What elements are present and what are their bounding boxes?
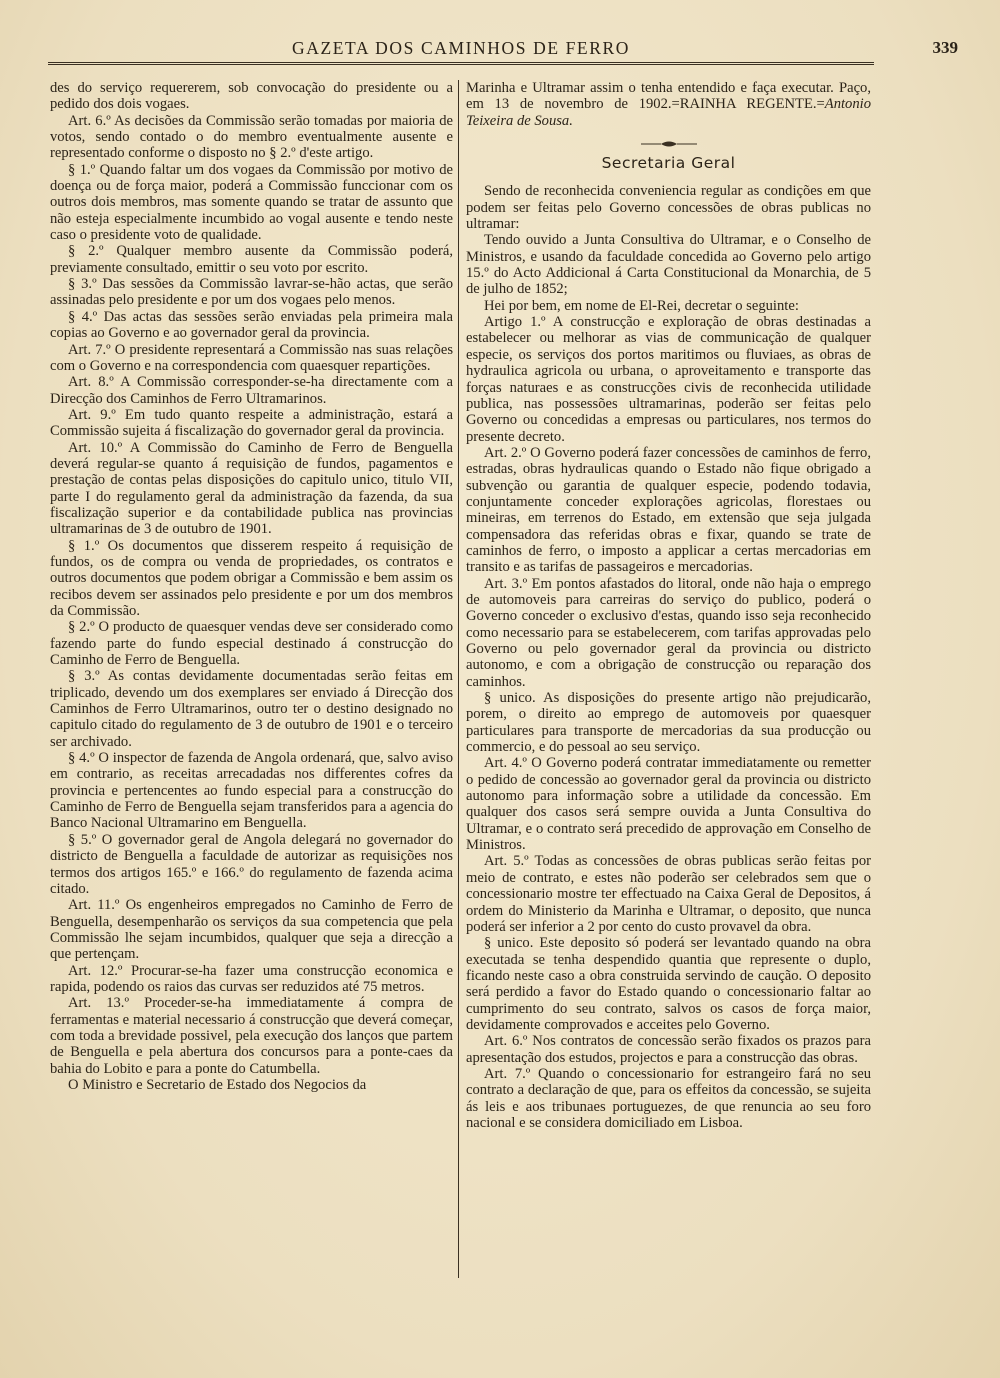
paragraph: Art. 2.º O Governo poderá fazer concessões de caminhos de ferro, estradas, obras hydraulicas quando o Estado não fique obrigado a subvenção ou garantia de qualquer especie, podendo todavia, conjuntamente conceder explorações agricolas, florestaes ou mineiras, em terrenos do Estado, em extensão que seja julgada compensadora das referidas obras e fixar, quando se trate de caminhos de ferro, o imposto a applicar a certas mercadorias em transito e as tarifas de passageiros e mercadorias. bbox=[466, 444, 871, 576]
decree-closing bbox=[466, 80, 871, 129]
paragraph: Art. 11.º Os engenheiros empregados no Caminho de Ferro de Benguella, desempenharão os serviços da sua competencia que pela Commissão lhe sejam incumbidos, qualquer que seja a direcção a que pertençam. bbox=[50, 897, 453, 963]
paragraph: Sendo de reconhecida conveniencia regular as condições em que podem ser feitas pelo Governo concessões de obras publicas no ultramar: bbox=[466, 183, 871, 233]
paragraph: Art. 4.º O Governo poderá contratar immediatamente ou remetter o pedido de concessão ao governador geral da provincia ou districto autonomo para informação sobre a utilidade da concessão. Em qualquer dos casos será sempre ouvida a Junta Consultiva do Ultramar, e o contrato será precedido de approvação em Conselho de Ministros. bbox=[466, 755, 871, 854]
paragraph: Art. 3.º Em pontos afastados do litoral, onde não haja o emprego de automoveis para carreiras do serviço do publico, poderá o Governo conceder o exclusivo d'estas, quando isso seja reconhecido como necessario para se estabelecerem, com tarifas approvadas pelo Governo ou pelo governador geral da provincia ou districto autonomo, e com a obrigação de construcção ou reparação dos caminhos. bbox=[466, 575, 871, 690]
paragraph: Art. 12.º Procurar-se-ha fazer uma construcção economica e rapida, podendo os raios das curvas ser reduzidos até 75 metros. bbox=[50, 962, 453, 995]
left-column bbox=[50, 80, 453, 1093]
paragraph: Art. 5.º Todas as concessões de obras publicas serão feitas por meio de contrato, e estes não poderão ser celebrados sem que o concessionario mostre ter effectuado na Caixa Geral de Depositos, á ordem do Ministerio da Marinha e Ultramar, o deposito, que nunca poderá ser inferior a 2 por cento do custo provavel da obra. bbox=[466, 853, 871, 935]
paragraph: § 1.º Quando faltar um dos vogaes da Commissão por motivo de doença ou de força maior, poderá a Commissão funccionar com os outros dois membros, mas somente quando se tratar de assunto que não esteja especialmente incumbido ao vogal ausente e tendo neste caso o presidente voto de qualidade. bbox=[50, 161, 453, 244]
right-column bbox=[466, 80, 871, 1131]
publication-title: GAZETA DOS CAMINHOS DE FERRO bbox=[291, 38, 630, 58]
paragraph: des do serviço requererem, sob convocação do presidente ou a pedido dos dois vogaes. bbox=[50, 80, 453, 113]
paragraph: Tendo ouvido a Junta Consultiva do Ultramar, e o Conselho de Ministros, e usando da faculdade concedida ao Governo pelo artigo 15.º do Acto Addicional á Carta Constitucional da Monarchia, de 5 de julho de 1852; bbox=[466, 232, 871, 298]
column-divider bbox=[458, 80, 459, 1278]
header-rule bbox=[48, 62, 874, 65]
signature: Antonio Teixeira de Sousa. bbox=[466, 96, 871, 129]
ornament-divider-icon bbox=[639, 139, 699, 149]
paragraph: § 4.º O inspector de fazenda de Angola ordenará, que, salvo aviso em contrario, as receitas arrecadadas nos differentes cofres da provincia e pertencentes ao fundo especial para a construcção do Caminho de Ferro de Benguella sejam transferidos para a agencia do Banco Nacional Ultramarino em Benguella. bbox=[50, 750, 453, 832]
paragraph: § 2.º Qualquer membro ausente da Commissão poderá, previamente consultado, emittir o seu voto por escrito. bbox=[50, 243, 453, 276]
paragraph: Art. 10.º A Commissão do Caminho de Ferro de Benguella deverá regular-se quanto á requisição de fundos, pagamentos e prestação de contas pelas disposições do capitulo unico, titulo VII, parte I do regulamento geral da administração da fazenda, da sua fiscalização superior e da contabilidade publica nas provincias ultramarinas de 3 de outubro de 1901. bbox=[50, 439, 453, 538]
page-header bbox=[48, 38, 958, 60]
paragraph: § 4.º Das actas das sessões serão enviadas pela primeira mala copias ao Governo e ao governador geral da provincia. bbox=[50, 308, 453, 342]
paragraph: Art. 6.º Nos contratos de concessão serão fixados os prazos para apresentação dos estudos, projectos e para a construcção das obras. bbox=[466, 1033, 871, 1066]
paragraph: Art. 7.º Quando o concessionario for estrangeiro fará no seu contrato a declaração de que, para os effeitos da concessão, se sujeita ás leis e aos tribunaes portuguezes, de que renuncia ao seu foro nacional e se considera domiciliado em Lisboa. bbox=[466, 1065, 871, 1131]
paragraph: § 2.º O producto de quaesquer vendas deve ser considerado como fazendo parte do fundo especial destinado á construcção do Caminho de Ferro de Benguella. bbox=[50, 619, 453, 669]
paragraph: Art. 8.º A Commissão corresponder-se-ha directamente com a Direcção dos Caminhos de Ferro Ultramarinos. bbox=[50, 374, 453, 407]
paragraph: § unico. Este deposito só poderá ser levantado quando na obra executada se tenha despendido quantia que represente o duplo, ficando neste caso a obra construida servindo de caução. O deposito será perdido a favor do Estado quando o concessionario faltar ao cumprimento do seu contrato, salvos os casos de força maior, devidamente comprovados e acceites pelo Governo. bbox=[466, 935, 871, 1033]
paragraph: Art. 13.º Proceder-se-ha immediatamente á compra de ferramentas e material necessario á construcção que deverá começar, com toda a brevidade possivel, pela execução dos lanços que partem de Benguella e pela abertura dos concursos para a ponte-caes da bahia do Lobito e para a ponte do Catumbella. bbox=[50, 995, 453, 1077]
paragraph: Art. 9.º Em tudo quanto respeite a administração, estará a Commissão sujeita á fiscalização do governador geral da provincia. bbox=[50, 406, 453, 440]
paragraph: § 3.º Das sessões da Commissão lavrar-se-hão actas, que serão assinadas pelo presidente e por um dos vogaes pelo menos. bbox=[50, 276, 453, 309]
decree-continuation: Marinha e Ultramar assim o tenha entendido e faça executar. Paço, em 13 de novembro de 1902.=RAINHA REGENTE.= bbox=[466, 80, 871, 113]
paragraph: Artigo 1.º A construcção e exploração de obras destinadas a estabelecer ou melhorar as vias de communicação de qualquer especie, os serviços dos portos maritimos ou fluviaes, as obras de hydraulica agricola ou urbana, o aproveitamento e transporte das forças naturaes e as construcções civis de reconhecida utilidade publica, nas possessões ultramarinas, poderão ser feitas pelo Governo ou concedidas a empresas ou particulares, nos termos do presente decreto. bbox=[466, 314, 871, 445]
paragraph: § 3.º As contas devidamente documentadas serão feitas em triplicado, devendo um dos exemplares ser enviado á Direcção dos Caminhos de Ferro Ultramarinos, outro ter o destino designado no capitulo citado do regulamento de 3 de outubro de 1901 e o terceiro ser archivado. bbox=[50, 668, 453, 750]
paragraph: § unico. As disposições do presente artigo não prejudicarão, porem, o direito ao emprego de automoveis por quaesquer particulares para transporte de mercadorias da sua producção ou commercio, e do pessoal ao seu serviço. bbox=[466, 690, 871, 756]
paragraph: O Ministro e Secretario de Estado dos Negocios da bbox=[68, 1076, 367, 1093]
paragraph: Art. 7.º O presidente representará a Commissão nas suas relações com o Governo e na correspondencia com quaesquer repartições. bbox=[50, 341, 453, 374]
section-title: Secretaria Geral bbox=[601, 154, 736, 173]
paragraph: Art. 6.º As decisões da Commissão serão tomadas por maioria de votos, sendo contado o do membro eventualmente ausente e representado conforme o disposto no § 2.º d'este artigo. bbox=[50, 112, 453, 162]
paragraph: § 5.º O governador geral de Angola delegará no governador do districto de Benguella a faculdade de autorizar as requisições nos termos dos artigos 165.º e 166.º do regulamento de fazenda acima citado. bbox=[50, 831, 453, 897]
paragraph: Hei por bem, em nome de El-Rei, decretar o seguinte: bbox=[484, 297, 799, 314]
paragraph: § 1.º Os documentos que disserem respeito á requisição de fundos, os de compra ou venda de propriedades, os contratos e outros documentos que podem obrigar a Commissão e bem assim os recibos devem ser assinados pelo presidente e por um dos membros da Commissão. bbox=[50, 537, 453, 619]
page-number: 339 bbox=[932, 38, 958, 57]
